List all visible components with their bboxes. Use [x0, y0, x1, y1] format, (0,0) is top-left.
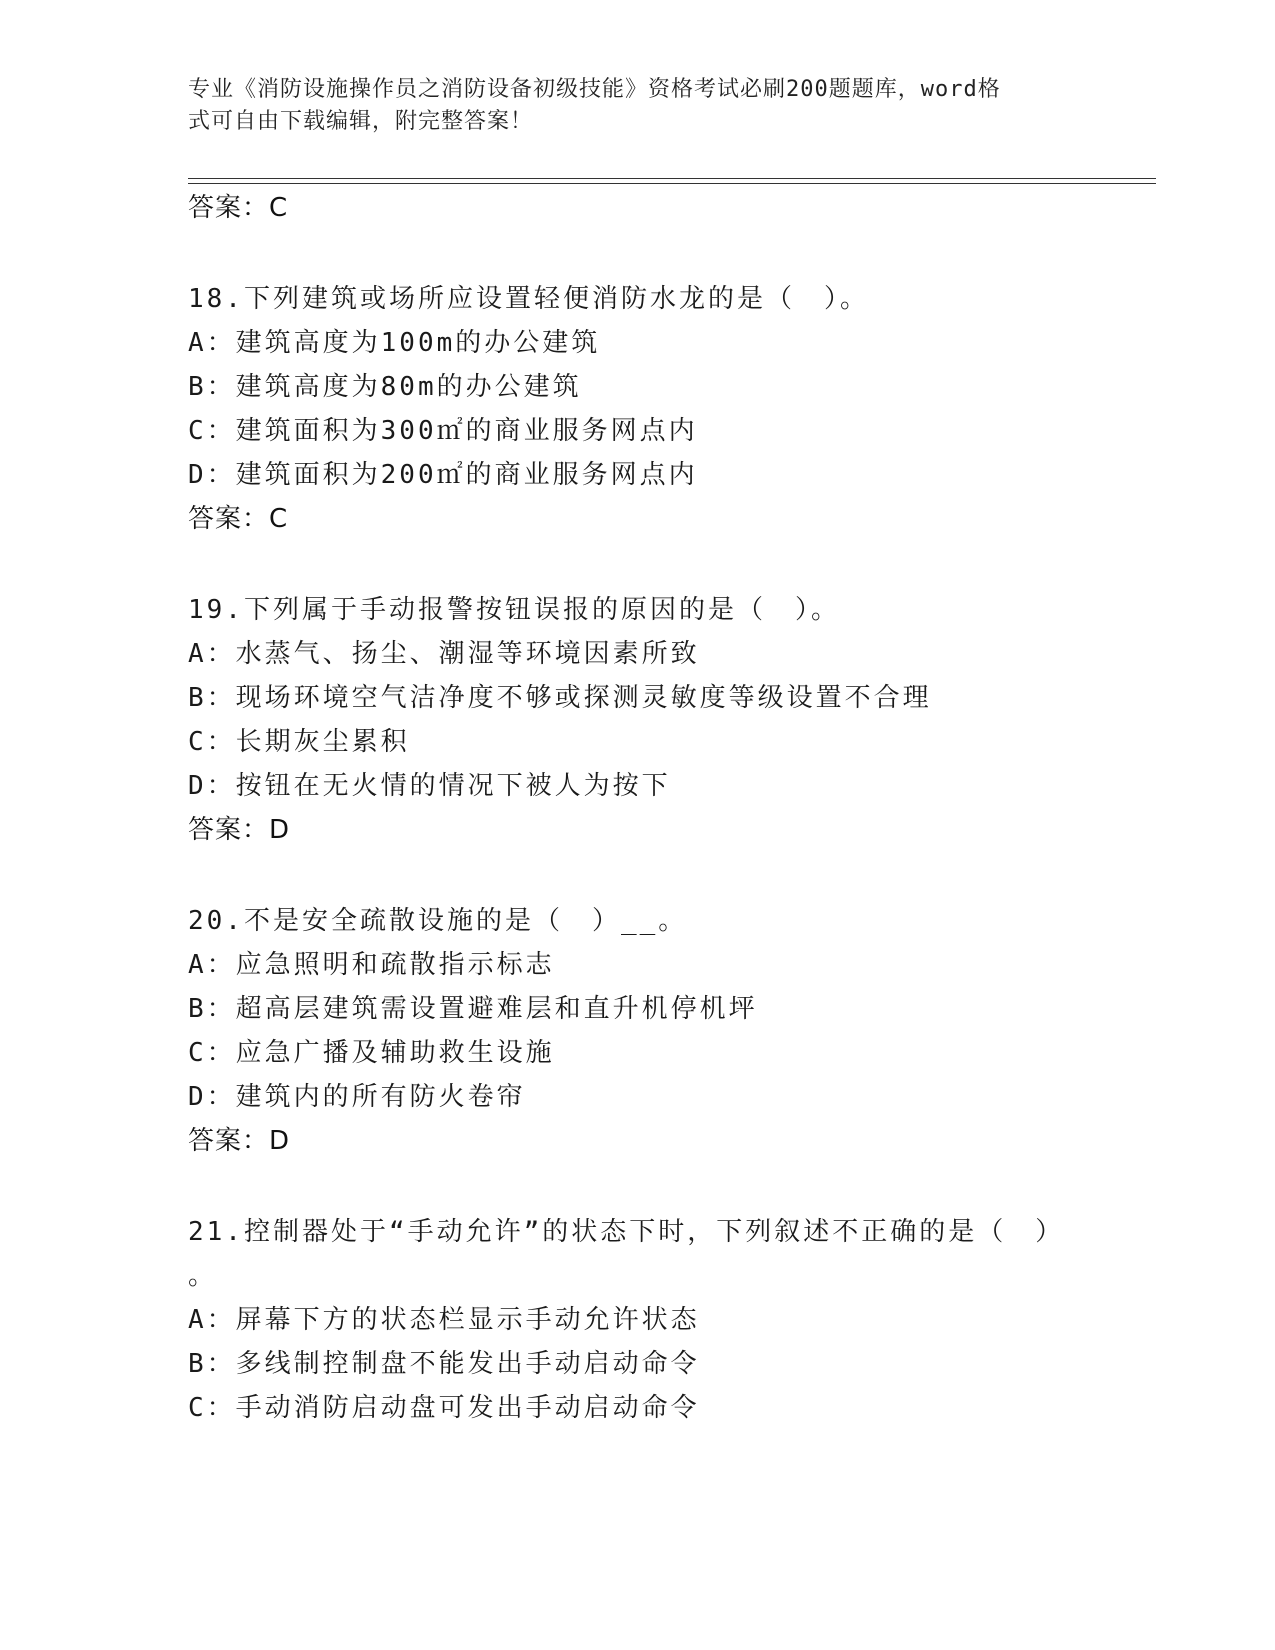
- answer-value: D: [269, 1126, 291, 1156]
- page-header: [188, 74, 1068, 138]
- question-20-option-c: C：应急广播及辅助救生设施: [188, 1038, 555, 1068]
- question-19-option-d: D：按钮在无火情的情况下被人为按下: [188, 771, 671, 801]
- question-18-option-d: D：建筑面积为200㎡的商业服务网点内: [188, 460, 698, 490]
- answer-value: C: [269, 193, 289, 223]
- question-20-option-d: D：建筑内的所有防火卷帘: [188, 1082, 526, 1112]
- question-19-option-c: C：长期灰尘累积: [188, 727, 410, 757]
- answer-value: D: [269, 815, 291, 845]
- question-19-stem: 19.下列属于手动报警按钮误报的原因的是（ ）。: [188, 595, 840, 625]
- answer-value: C: [269, 504, 289, 534]
- question-20-stem: 20.不是安全疏散设施的是（ ）__。: [188, 906, 688, 936]
- question-20-option-b: B：超高层建筑需设置避难层和直升机停机坪: [188, 994, 758, 1024]
- question-21-option-b: B：多线制控制盘不能发出手动启动命令: [188, 1349, 700, 1379]
- question-20-answer: [188, 1124, 290, 1158]
- question-18-stem: 18.下列建筑或场所应设置轻便消防水龙的是（ ）。: [188, 284, 869, 314]
- answer-label: 答案：: [188, 193, 270, 223]
- question-19-option-b: B：现场环境空气洁净度不够或探测灵敏度等级设置不合理: [188, 683, 932, 713]
- question-20-option-a: A：应急照明和疏散指示标志: [188, 950, 555, 980]
- question-21-stem-continued: 。: [188, 1261, 218, 1291]
- header-rule-top: [188, 178, 1156, 179]
- question-21-option-c: C：手动消防启动盘可发出手动启动命令: [188, 1393, 700, 1423]
- answer-label: 答案：: [188, 815, 270, 845]
- header-rule-bottom: [188, 183, 1156, 184]
- question-19-option-a: A：水蒸气、扬尘、潮湿等环境因素所致: [188, 639, 700, 669]
- question-18-option-a: A：建筑高度为100m的办公建筑: [188, 328, 601, 358]
- question-18-option-c: C：建筑面积为300㎡的商业服务网点内: [188, 416, 698, 446]
- question-18-answer: [188, 502, 288, 536]
- question-21-option-a: A：屏幕下方的状态栏显示手动允许状态: [188, 1305, 700, 1335]
- previous-answer: [188, 191, 288, 225]
- answer-label: 答案：: [188, 1126, 270, 1156]
- question-18-option-b: B：建筑高度为80m的办公建筑: [188, 372, 582, 402]
- header-line-1: 专业《消防设施操作员之消防设备初级技能》资格考试必刷200题题库，word格: [188, 77, 1001, 102]
- header-line-2: 式可自由下载编辑，附完整答案！: [188, 109, 534, 134]
- answer-label: 答案：: [188, 504, 270, 534]
- question-19-answer: [188, 813, 290, 847]
- question-21-stem: 21.控制器处于“手动允许”的状态下时，下列叙述不正确的是（ ）: [188, 1217, 1065, 1247]
